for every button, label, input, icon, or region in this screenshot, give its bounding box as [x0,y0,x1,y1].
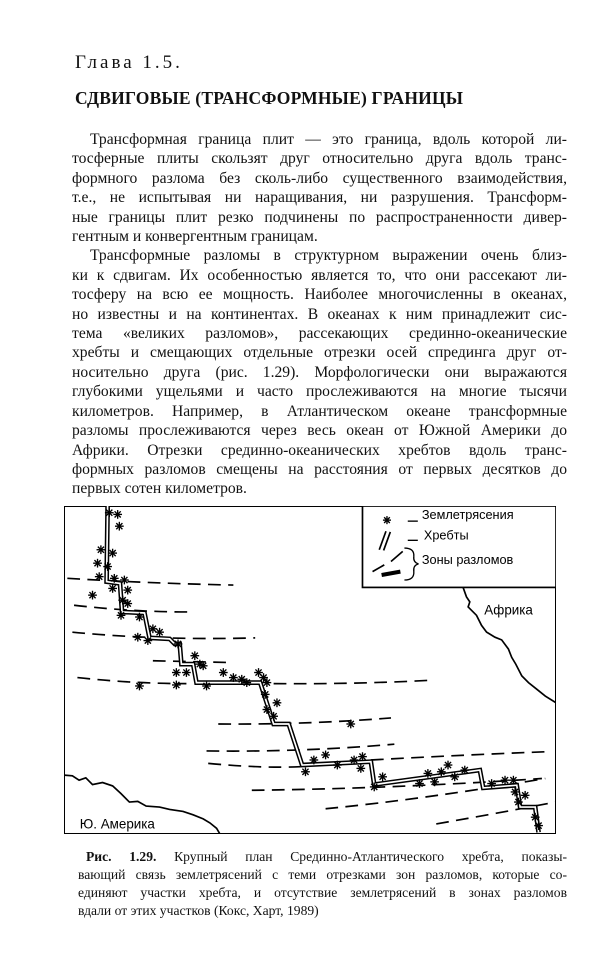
earthquake-icon [155,628,164,637]
caption-label: Рис. 1.29. [86,849,157,864]
earthquake-icon [117,611,126,620]
earthquake-icon [370,783,379,792]
legend-earthquakes-label: Землетрясения [421,506,514,522]
earthquake-icon [190,651,199,660]
earthquake-icon [97,545,106,554]
earthquake-icon [113,510,122,519]
earthquake-icon [460,766,469,775]
earthquake-icon [95,572,104,581]
earthquake-icon [108,549,117,558]
body-line: глубокими ущельями и часто прослеживаются на многие тысячи [72,383,567,401]
earthquake-icon [123,586,132,595]
south-america-label: Ю. Америка [79,816,155,832]
earthquake-icon [172,681,181,690]
earthquake-icon [437,767,446,776]
caption-line [78,848,567,866]
figure-mid-atlantic-ridge-map [64,506,556,834]
figure-caption [78,848,567,920]
earthquake-icon [383,516,391,524]
earthquake-icon [263,705,272,714]
body-line: ки к сдвигам. Их особенностью является то, что они рассекают ли- [72,266,567,284]
caption-line: вдали от этих участков (Кокс, Харт, 1989) [78,903,319,918]
earthquake-icon [174,640,183,649]
earthquake-icon [269,712,278,721]
body-line: формных разломов смещены на расстояния от первых десятков до [72,460,567,478]
earthquake-icon [199,661,208,670]
earthquake-icon [110,574,119,583]
map-svg [64,506,556,834]
earthquake-icon [123,599,132,608]
legend-ridges-label: Хребты [423,527,469,543]
body-line: хребты и смещающих отдельные отрезки осей спрединга друг от- [72,344,567,362]
earthquake-icon [415,779,424,788]
earthquake-icon [487,779,496,788]
earthquake-icon [450,772,459,781]
earthquake-icon [105,508,114,517]
body-line: Трансформная граница плит — это граница, вдоль которой ли- [90,131,567,148]
body-line: разломы прослеживаются через весь океан от Южной Америки до [72,422,567,440]
earthquake-icon [261,690,270,699]
legend-earthquake-symbol [383,516,391,524]
body-line: гентным и конвергентным границам. [72,228,318,246]
earthquake-icon [346,720,355,729]
earthquake-icon [120,576,129,585]
chapter-heading: Глава 1.5. [75,52,183,73]
earthquake-icon [103,562,112,571]
earthquake-icon [534,821,543,830]
earthquake-icon [521,791,530,800]
body-line: формного разлома без сколь-либо существенного взаимодействия, [72,169,567,187]
earthquake-icon [509,776,518,785]
earthquake-icon [309,756,318,765]
earthquake-icon [219,668,228,677]
body-line: но известны и на континентах. В океанах к ним принадлежит сис- [72,305,567,323]
body-line: Трансформные разломы в структурном выражении очень близ- [90,247,567,265]
body-line: Африки. Отрезки срединно-океанических хребтов вдоль транс- [72,441,567,459]
earthquake-icon [358,752,367,761]
earthquake-icon [378,772,387,781]
earthquake-icon [143,636,152,645]
earthquake-icon [301,767,310,776]
body-line: первых сотен километров. [72,480,247,498]
caption-line: вающий связь землетрясений с теми отрезками зон разломов, которые со- [78,867,567,882]
earthquake-icon [430,777,439,786]
earthquake-icon [135,682,144,691]
body-line: километров. Например, в Атлантическом океане трансформные [72,402,567,420]
earthquake-icon [501,776,510,785]
earthquake-icon [88,591,97,600]
earthquake-icon [108,584,117,593]
earthquake-icon [115,522,124,531]
earthquake-icon [424,769,433,778]
earthquake-icon [514,798,523,807]
body-line: т.е., не испытывая ни наращивания, ни разрушения. Трансформ- [72,189,567,207]
earthquake-icon [333,761,342,770]
earthquake-icon [182,668,191,677]
africa-label: Африка [484,602,533,618]
earthquake-icon [229,673,238,682]
body-line: носительно друга (рис. 1.29). Морфологически они выражаются [72,363,567,381]
legend-fracture-zones-label: Зоны разломов [421,551,514,567]
body-text [72,130,567,499]
earthquake-icon [531,813,540,822]
earthquake-icon [93,559,102,568]
earthquake-icon [321,751,330,760]
earthquake-icon [242,678,251,687]
earthquake-icon [356,764,365,773]
body-line: тема «великих разломов», рассекающих срединно-океанические [72,325,567,343]
earthquake-icon [135,613,144,622]
earthquake-icon [202,682,211,691]
caption-text: Крупный план Срединно-Атлантического хребта, показы- [174,849,567,864]
earthquake-icon [263,678,272,687]
body-line: тосферу на всю ее мощность. Наиболее многочисленны в океанах, [72,286,567,304]
caption-line: единяют участки хребта, и отсутствие землетрясений в зонах разломов [78,885,567,900]
earthquake-icon [511,788,520,797]
earthquake-icon [350,756,359,765]
earthquake-icon [444,761,453,770]
earthquake-icon [172,668,181,677]
body-line: тосферные плиты скользят друг относительно друга вдоль транс- [72,150,567,168]
section-title: СДВИГОВЫЕ (ТРАНСФОРМНЫЕ) ГРАНИЦЫ [75,88,464,108]
earthquake-icon [273,698,282,707]
earthquake-icon [133,633,142,642]
body-line: ные границы плит резко подчинены по распространенности дивер- [72,208,567,226]
